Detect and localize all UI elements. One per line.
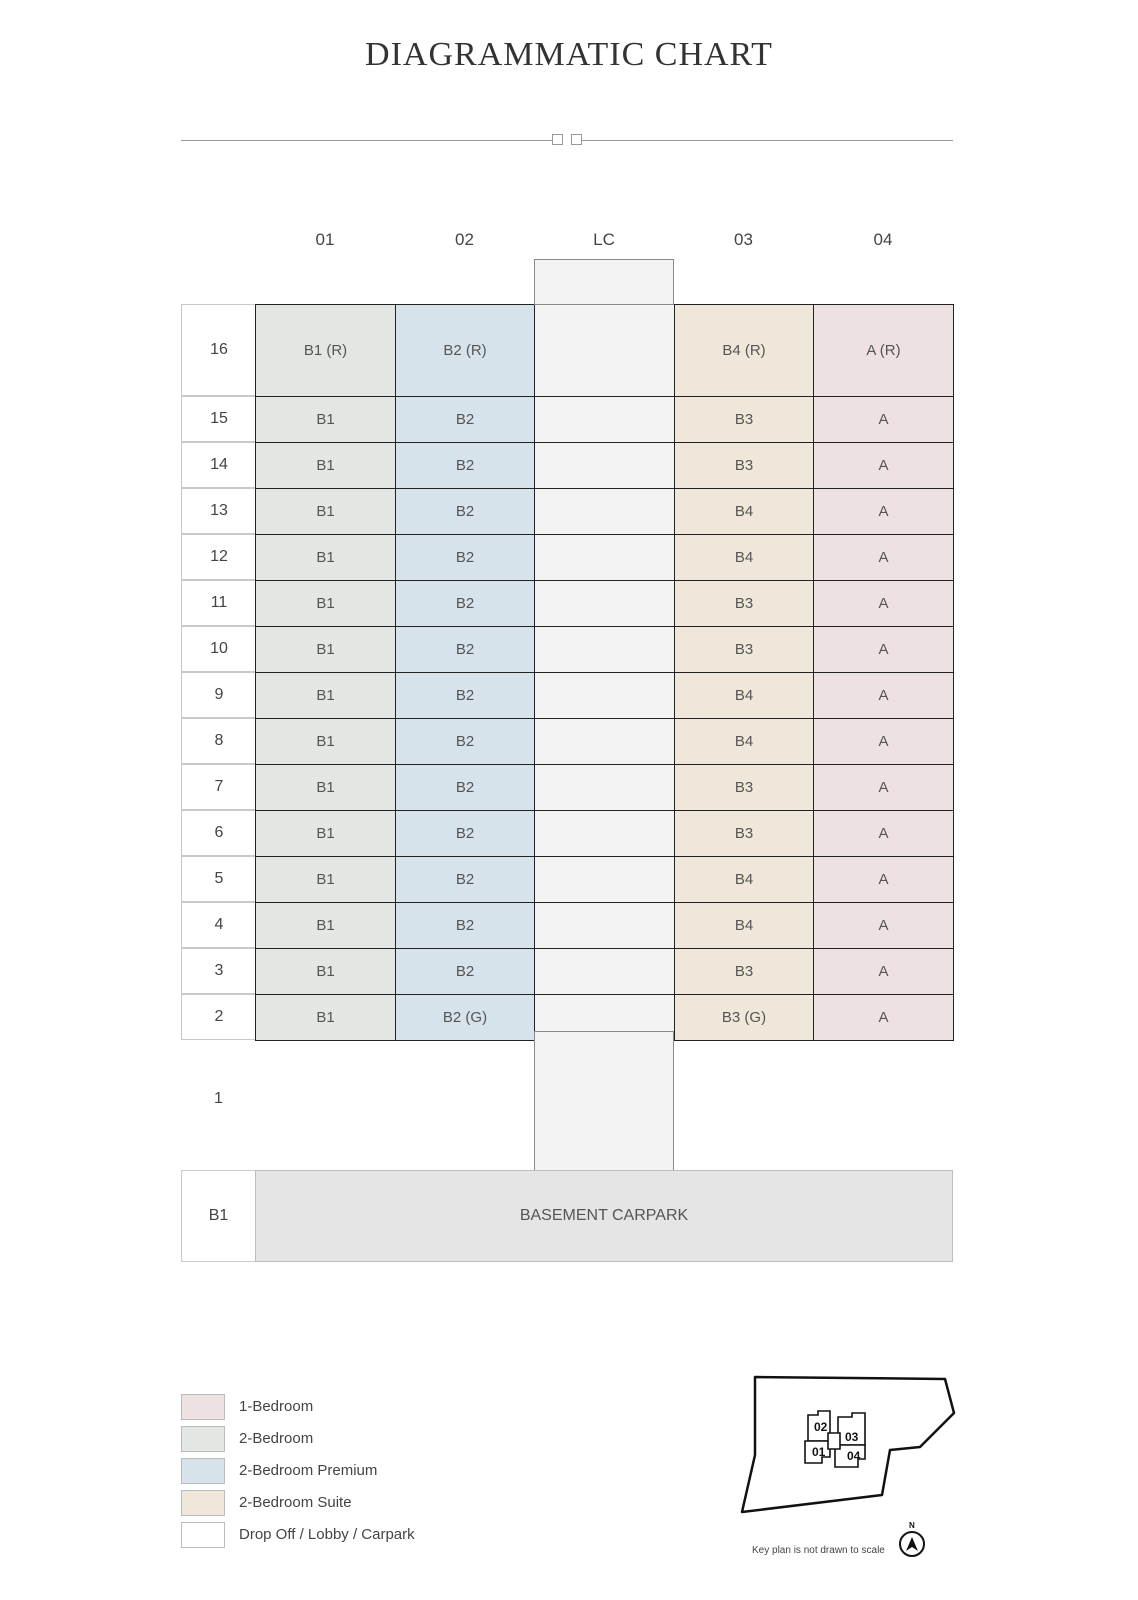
legend-swatch xyxy=(181,1490,225,1516)
unit-cell: B1 xyxy=(255,488,396,535)
floor-label: 7 xyxy=(181,764,256,810)
unit-cell: B3 xyxy=(674,810,814,857)
keyplan-note: Key plan is not drawn to scale xyxy=(752,1545,885,1556)
floor-label: 6 xyxy=(181,810,256,856)
unit-cell: B2 (R) xyxy=(395,304,535,397)
lc-column-top xyxy=(534,259,674,305)
basement-carpark: BASEMENT CARPARK xyxy=(255,1170,953,1262)
unit-cell: B4 xyxy=(674,902,814,949)
floor-label-ground: 1 xyxy=(214,1090,223,1107)
unit-cell: B2 xyxy=(395,488,535,535)
lift-core-cell xyxy=(534,626,675,673)
legend-swatch xyxy=(181,1458,225,1484)
legend-label: 2-Bedroom Premium xyxy=(239,1462,378,1479)
unit-cell: A xyxy=(813,718,954,765)
keyplan-unit-01: 01 xyxy=(812,1445,826,1459)
keyplan-unit-03: 03 xyxy=(845,1430,859,1444)
unit-cell: B3 xyxy=(674,442,814,489)
unit-cell: B4 xyxy=(674,488,814,535)
floor-label: 4 xyxy=(181,902,256,948)
unit-cell: B1 xyxy=(255,718,396,765)
unit-cell: B1 (R) xyxy=(255,304,396,397)
lift-core-cell xyxy=(534,396,675,443)
page-title: DIAGRAMMATIC CHART xyxy=(365,36,773,73)
unit-cell: B1 xyxy=(255,764,396,811)
unit-cell: B2 xyxy=(395,580,535,627)
unit-cell: B1 xyxy=(255,442,396,489)
lift-core-cell xyxy=(534,764,675,811)
unit-cell: B1 xyxy=(255,580,396,627)
unit-cell: B3 xyxy=(674,580,814,627)
unit-cell: B2 xyxy=(395,810,535,857)
keyplan-unit-04: 04 xyxy=(847,1449,861,1463)
divider-line-right xyxy=(582,140,953,141)
column-header-04: 04 xyxy=(873,230,893,249)
floor-label: 14 xyxy=(181,442,256,488)
lift-core-cell xyxy=(534,304,675,397)
unit-cell: B2 xyxy=(395,902,535,949)
unit-cell: B3 xyxy=(674,948,814,995)
unit-cell: A xyxy=(813,626,954,673)
legend-label: 2-Bedroom Suite xyxy=(239,1494,352,1511)
unit-cell: B1 xyxy=(255,810,396,857)
column-header-02: 02 xyxy=(455,230,474,249)
floor-label-basement: B1 xyxy=(181,1170,256,1262)
floor-label: 13 xyxy=(181,488,256,534)
unit-cell: A (R) xyxy=(813,304,954,397)
divider-line-left xyxy=(181,140,552,141)
north-arrow-icon xyxy=(898,1530,926,1558)
lc-column-ground xyxy=(534,1031,674,1171)
floor-label: 2 xyxy=(181,994,256,1040)
unit-cell: B4 xyxy=(674,534,814,581)
floor-label: 10 xyxy=(181,626,256,672)
floor-label: 3 xyxy=(181,948,256,994)
lift-core-cell xyxy=(534,580,675,627)
unit-cell: A xyxy=(813,442,954,489)
legend-label: 1-Bedroom xyxy=(239,1398,314,1415)
column-header-03: 03 xyxy=(734,230,753,249)
legend-swatch xyxy=(181,1426,225,1452)
unit-cell: B2 (G) xyxy=(395,994,535,1041)
lift-core-cell xyxy=(534,810,675,857)
unit-cell: A xyxy=(813,488,954,535)
unit-cell: B1 xyxy=(255,902,396,949)
unit-cell: B4 (R) xyxy=(674,304,814,397)
unit-cell: A xyxy=(813,580,954,627)
unit-cell: B2 xyxy=(395,672,535,719)
unit-cell: B1 xyxy=(255,626,396,673)
lift-core-cell xyxy=(534,534,675,581)
unit-cell: B3 xyxy=(674,626,814,673)
unit-cell: B2 xyxy=(395,718,535,765)
floor-label: 16 xyxy=(181,304,256,396)
column-header-lc: LC xyxy=(593,230,615,249)
floor-label: 12 xyxy=(181,534,256,580)
floor-label: 15 xyxy=(181,396,256,442)
unit-cell: B1 xyxy=(255,534,396,581)
unit-cell: A xyxy=(813,994,954,1041)
unit-cell: B3 xyxy=(674,764,814,811)
legend-swatch xyxy=(181,1522,225,1548)
key-plan xyxy=(740,1375,965,1560)
keyplan-unit-02: 02 xyxy=(814,1420,828,1434)
lift-core-cell xyxy=(534,856,675,903)
floor-label: 9 xyxy=(181,672,256,718)
legend-label: Drop Off / Lobby / Carpark xyxy=(239,1526,415,1543)
column-header-01: 01 xyxy=(315,230,335,249)
unit-cell: B2 xyxy=(395,396,535,443)
unit-cell: B2 xyxy=(395,948,535,995)
lift-core-cell xyxy=(534,488,675,535)
unit-cell: A xyxy=(813,396,954,443)
unit-cell: B3 xyxy=(674,396,814,443)
unit-cell: B2 xyxy=(395,856,535,903)
unit-cell: B2 xyxy=(395,442,535,489)
unit-cell: B2 xyxy=(395,764,535,811)
floor-label: 11 xyxy=(181,580,256,626)
unit-cell: B1 xyxy=(255,396,396,443)
floor-label: 5 xyxy=(181,856,256,902)
unit-cell: B1 xyxy=(255,994,396,1041)
unit-cell: A xyxy=(813,810,954,857)
divider-square xyxy=(552,134,563,145)
lift-core-cell xyxy=(534,948,675,995)
unit-cell: B2 xyxy=(395,626,535,673)
north-label: N xyxy=(909,1521,915,1530)
unit-cell: A xyxy=(813,902,954,949)
unit-cell: B1 xyxy=(255,856,396,903)
unit-cell: A xyxy=(813,948,954,995)
legend-swatch xyxy=(181,1394,225,1420)
floor-label: 8 xyxy=(181,718,256,764)
unit-cell: B1 xyxy=(255,672,396,719)
unit-cell: B4 xyxy=(674,672,814,719)
unit-cell: A xyxy=(813,672,954,719)
lift-core-cell xyxy=(534,718,675,765)
unit-cell: A xyxy=(813,856,954,903)
site-plan-icon xyxy=(740,1375,965,1560)
unit-cell: B4 xyxy=(674,718,814,765)
lift-core-cell xyxy=(534,902,675,949)
unit-cell: B4 xyxy=(674,856,814,903)
unit-cell: B3 (G) xyxy=(674,994,814,1041)
unit-cell: B2 xyxy=(395,534,535,581)
unit-cell: A xyxy=(813,534,954,581)
divider-square xyxy=(571,134,582,145)
legend-label: 2-Bedroom xyxy=(239,1430,314,1447)
lift-core-cell xyxy=(534,672,675,719)
unit-cell: B1 xyxy=(255,948,396,995)
lift-core-cell xyxy=(534,442,675,489)
unit-cell: A xyxy=(813,764,954,811)
